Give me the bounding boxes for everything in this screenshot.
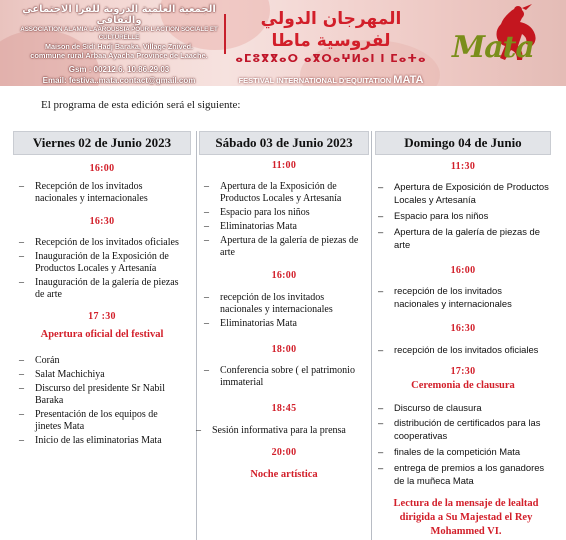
list-item: – recepción de los invitados nacionales y internacionales <box>378 285 512 309</box>
list-item: – Conferencia sobre ( el patrimonio immaterial <box>204 365 355 388</box>
time-slot: 17 :30 <box>88 311 116 322</box>
day-heading: Viernes 02 de Junio 2023 <box>13 131 191 155</box>
list-item: – Discurso de clausura <box>378 402 482 413</box>
list-item: – recepción de los invitados nacionales y internacionales <box>204 292 333 315</box>
list-item: – Inicio de las eliminatorias Mata <box>19 435 162 446</box>
time-slot: 18:45 <box>271 403 297 414</box>
day-heading: Sábado 03 de Junio 2023 <box>199 131 369 155</box>
closing-note: Lectura de la mensaje de lealtad dirigida a Su Majestad el Rey Mohammed VI. <box>393 498 539 537</box>
column-divider <box>371 131 372 540</box>
day-column-sunday <box>375 131 551 486</box>
list-item: – recepción de los invitados oficiales <box>378 344 539 355</box>
list-item: – Apertura de la Exposición de Productos Locales y Artesanía <box>204 181 342 204</box>
time-slot: 16:00 <box>271 270 297 281</box>
day-heading: Domingo 04 de Junio <box>375 131 551 155</box>
time-slot: 16:00 <box>89 163 115 174</box>
list-item: – Inauguración de la galería de piezas de arte <box>19 277 179 300</box>
time-slot: 16:30 <box>89 216 115 227</box>
list-item: – Apertura de la galería de piezas de arte <box>378 226 540 250</box>
list-item: – Eliminatorias Mata <box>204 221 297 232</box>
festival-tifinagh-title: ⴰⵎⵓⴳⴳⴰⵔ ⴰⴳⵔⴰⵖⵍⴰⵏ ⵏ ⵎⴰⵜⴰ <box>235 52 427 65</box>
organization-block <box>4 4 234 86</box>
festival-title-block <box>226 8 436 86</box>
day-column-saturday <box>196 131 369 480</box>
organization-arabic-name: الجمعية العلمية الدروية للفرا الاجتماعي والثقافي <box>22 4 216 26</box>
day-column-friday <box>13 131 191 446</box>
event-title: Noche artística <box>250 469 318 480</box>
time-slot: 17:30 <box>450 366 476 377</box>
list-item: – Recepción de los invitados nacionales y internacionales <box>19 181 148 204</box>
list-item: – Apertura de la galería de piezas de arte <box>204 235 359 258</box>
list-item: – Discurso del presidente Sr Nabil Baraka <box>19 383 165 406</box>
organization-commune: commune rural Arbaa Ayacha Province de Laache. <box>30 51 208 60</box>
list-item: – Sesión informativa para la prensa <box>196 425 346 436</box>
header-banner <box>0 0 566 86</box>
list-item: – Salat Machichiya <box>19 369 105 380</box>
time-slot: 16:00 <box>450 265 476 276</box>
list-item: – finales de la competición Mata <box>378 446 521 457</box>
program-intro: El programa de esta edición será el siguiente: <box>41 99 241 111</box>
time-slot: 11:00 <box>271 160 297 171</box>
time-slot: 18:00 <box>271 344 297 355</box>
list-item: – Espacio para los niños <box>378 210 489 221</box>
list-item: – Espacio para los niños <box>204 207 310 218</box>
column-divider <box>196 131 197 540</box>
logo-wordmark: Mata <box>452 30 534 65</box>
time-slot: 16:30 <box>450 323 476 334</box>
list-item: – Recepción de los invitados oficiales <box>19 237 179 248</box>
list-item: – Presentación de los equipos de jinetes Mata <box>19 409 158 432</box>
list-item: – distribución de certificados para las cooperativas <box>378 417 541 441</box>
festival-arabic-title: المهرجان الدولي لفروسية ماطا <box>260 9 402 51</box>
list-item: – Apertura de Exposición de Productos Locales y Artesanía <box>378 181 549 205</box>
list-item: – Corán <box>19 355 60 366</box>
list-item: – entrega de premios a los ganadores de la muñeca Mata <box>378 462 545 486</box>
event-title: Apertura oficial del festival <box>40 329 164 340</box>
time-slot: 20:00 <box>271 447 297 458</box>
list-item: – Inauguración de la Exposición de Productos Locales y Artesanía <box>19 251 169 274</box>
organization-phone: Gsm : 00212.6. 10.86.29.03 <box>68 65 170 74</box>
festival-french-title <box>226 74 436 86</box>
event-title: Ceremonia de clausura <box>411 380 515 391</box>
time-slot: 11:30 <box>450 161 476 172</box>
festival-french-prefix: FESTIVAL INTERNATIONAL D'EQUITATION <box>238 76 392 85</box>
organization-address: Maison de Sidi Hadj Baraka, Village Znived. <box>44 42 194 51</box>
organization-email: Email: festiva..mata.contact@gmail.com <box>42 76 196 85</box>
list-item: – Eliminatorias Mata <box>204 318 297 329</box>
festival-french-name: MATA <box>393 74 424 86</box>
organization-name: ASSOCIATION ALAMIA LAAROUSSIA POUR L'ACTION SOCIALE ET CULTURELLE <box>20 26 218 41</box>
